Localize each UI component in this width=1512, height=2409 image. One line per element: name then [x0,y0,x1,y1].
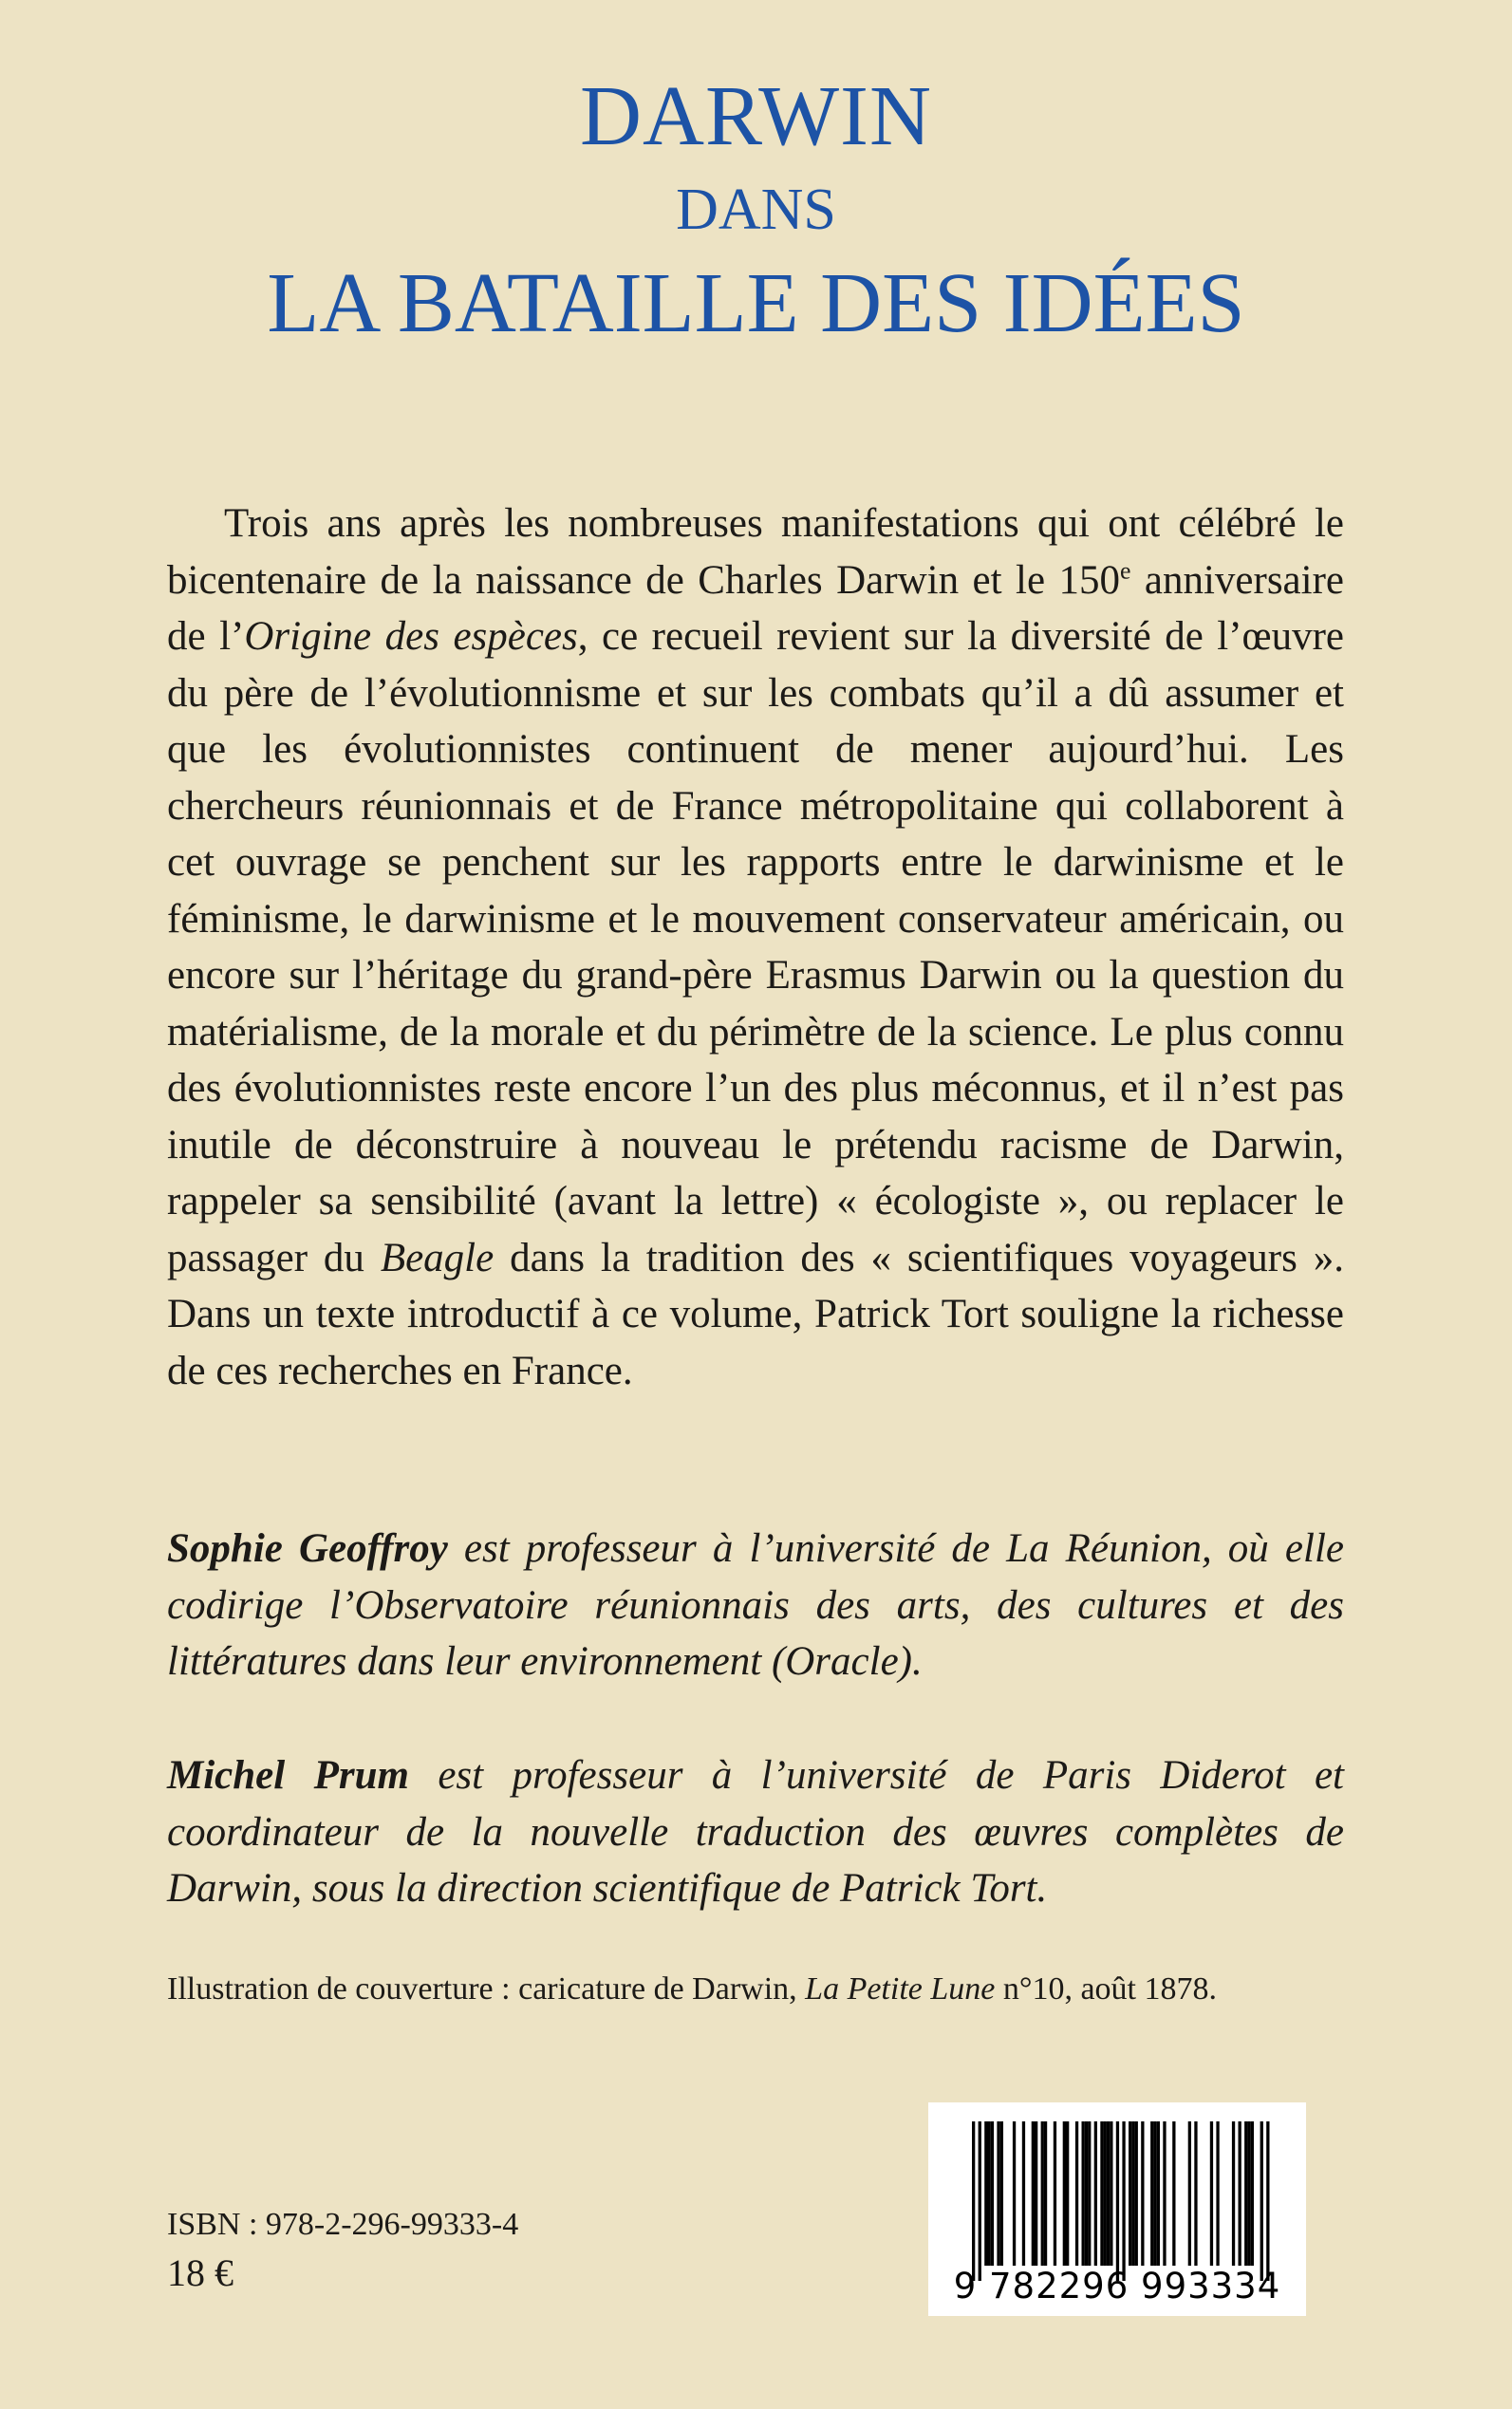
title-line-2: DANS [676,177,836,242]
summary-text-3: , ce recueil revient sur la diversité de l’œuvre du père de l’évolutionnisme et sur les combats qu’il a dû assumer et que les évolutionnistes continuent de mener aujourd’hui. Les chercheurs réunionnais et de France métropolitaine qui collaborent à cet ouvrage se penchent sur les rapports entre le darwinisme et le féminisme, le darwinisme et le mouvement conservateur américain, ou encore sur l’héritage du grand-père Erasmus Darwin ou la question du matérialisme, de la morale et du périmètre de la science. Le plus connu des évolutionnistes reste encore l’un des plus méconnus, et il n’est pas inutile de déconstruire à nouveau le prétendu racisme de Darwin, rappeler sa sensibilité (avant la lettre) « écologiste », ou replacer le passager du [167,614,1344,1280]
barcode-bar [1075,2121,1078,2266]
price: 18 € [167,2251,233,2294]
barcode-bar [1244,2121,1247,2266]
barcode-bar [1260,2121,1263,2281]
isbn: ISBN : 978-2-296-99333-4 [167,2207,519,2242]
barcode-bar [988,2121,991,2266]
barcode-bar [1000,2121,1003,2266]
origin-of-species-title: Origine des espèces [244,614,578,659]
title-line-1: DARWIN [580,69,932,163]
barcode-bar [1141,2121,1144,2266]
author-bio [167,1747,1344,1917]
barcode-bar [1022,2121,1025,2266]
summary-paragraph [167,495,1344,1399]
ordinal-superscript: e [1119,556,1131,585]
barcode-bar [1251,2121,1254,2266]
credit-suffix: n°10, août 1878. [995,1971,1217,2007]
barcode-bar [1266,2121,1269,2281]
credit-prefix: Illustration de couverture : caricature de Darwin, [167,1971,806,2007]
barcode-bar [1129,2121,1131,2266]
barcode-bar [1188,2121,1191,2266]
barcode-bar [1163,2121,1166,2266]
barcode-bar [1094,2121,1097,2266]
barcode-bar [1210,2121,1213,2266]
barcode-bar [1044,2121,1047,2266]
barcode-bar [1013,2121,1016,2266]
beagle-title: Beagle [380,1235,495,1280]
barcode-bar [1063,2121,1066,2266]
barcode-bar [1172,2121,1175,2266]
barcode-bar [1116,2121,1119,2281]
barcode-number: 9 782296 993334 [953,2266,1281,2306]
summary-text-4: dans la tradition des « scientifiques voyageurs ». Dans un texte introductif à ce volume, Patrick Tort souligne la richesse de ces recherches en France. [167,1235,1344,1393]
barcode-bar [1194,2121,1197,2266]
barcode-bar [1088,2121,1091,2266]
book-title [0,65,1512,357]
barcode-bar [1131,2121,1134,2266]
barcode-bar [1032,2121,1035,2266]
barcode-bar [1054,2121,1056,2266]
barcode-bar [1216,2121,1219,2266]
barcode-bar [1110,2121,1112,2266]
barcode-bar [1085,2121,1088,2266]
barcode-bar [1153,2121,1156,2266]
barcode-bar [979,2121,981,2281]
barcode-bar [1104,2121,1107,2266]
barcode-bar [1239,2121,1241,2266]
barcode-bar [1157,2121,1160,2266]
author-bio [167,1521,1344,1690]
summary-text-1: Trois ans après les nombreuses manifestations qui ont célébré le bicentenaire de la naissance de Charles Darwin et le 150 [167,501,1344,603]
barcode-bar [1135,2121,1138,2266]
barcode-bar [1122,2121,1125,2281]
barcode-bar [997,2121,999,2266]
author-name: Michel Prum [167,1753,409,1798]
barcode-bar [1082,2121,1085,2266]
barcode-bar [1100,2121,1103,2266]
barcode-bar [1041,2121,1044,2266]
barcode-bar [1107,2121,1110,2266]
title-line-3: LA BATAILLE DES IDÉES [267,256,1245,350]
barcode-bar [1247,2121,1250,2266]
barcode-bar [1150,2121,1153,2266]
summary-text-2: anniversaire de l’ [167,557,1344,659]
author-name: Sophie Geoffroy [167,1526,448,1571]
barcode-bar [991,2121,994,2266]
barcode-bar [1066,2121,1069,2266]
author-bio-text: est professeur à l’université de La Réunion, où elle codirige l’Observatoire réunionnais des arts, des cultures et des littératures dans leur environnement (Oracle). [167,1526,1344,1684]
barcode-bar [972,2121,975,2281]
author-bio-text: est professeur à l’université de Paris Diderot et coordinateur de la nouvelle traduction des œuvres complètes de Darwin, sous la direction scientifique de Patrick Tort. [167,1753,1344,1911]
barcode-bar [1232,2121,1235,2266]
barcode-bar [984,2121,987,2266]
cover-illustration-credit [167,1969,1363,2010]
barcode [928,2102,1306,2316]
barcode-bar [1035,2121,1037,2266]
credit-publication: La Petite Lune [805,1971,996,2007]
